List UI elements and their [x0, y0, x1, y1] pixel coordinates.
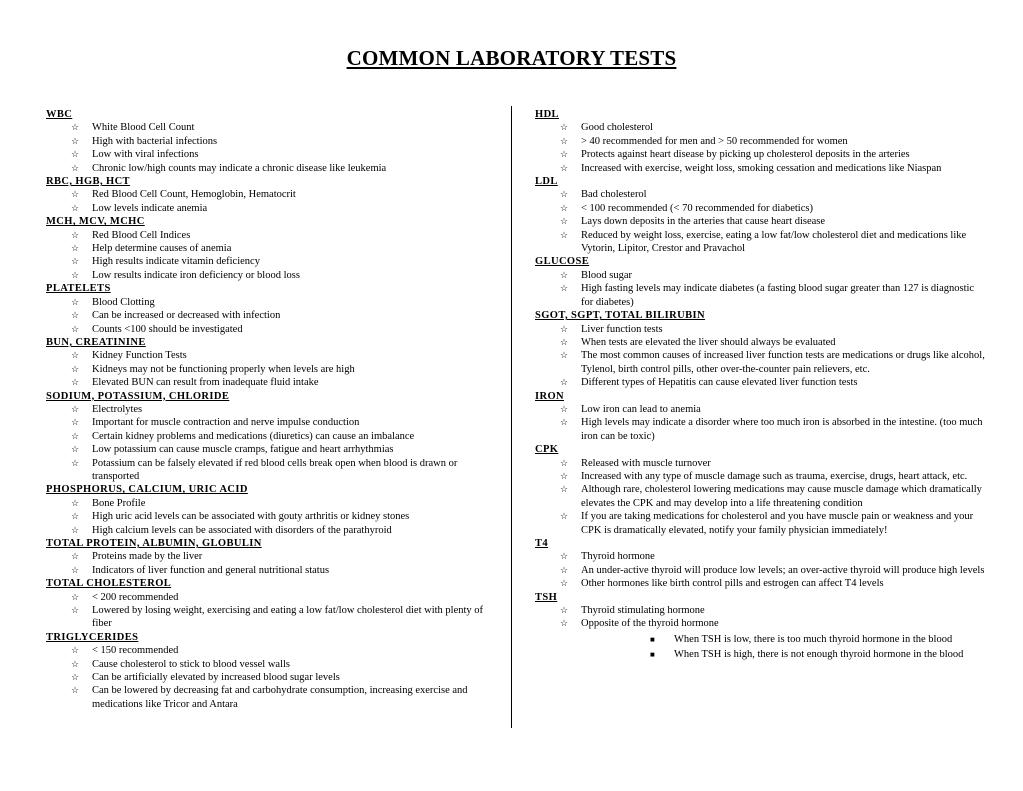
section-heading: RBC, HGB, HCT	[46, 176, 130, 188]
list-item-text: High fasting levels may indicate diabetes (a fasting blood sugar greater than 127 is diagnostic for diabetes)	[581, 283, 975, 308]
list-item-text: Lays down deposits in the arteries that cause heart disease	[581, 216, 826, 228]
star-outline-icon: ☆	[71, 403, 80, 414]
list-item	[46, 671, 496, 684]
section-heading: T4	[535, 538, 549, 549]
list-item-text: < 200 recommended	[92, 591, 179, 603]
list-item	[46, 658, 496, 671]
right-column	[535, 108, 985, 662]
star-outline-icon: ☆	[560, 269, 569, 280]
list-item-text: Reduced by weight loss, exercise, eating a low fat/low cholesterol diet and medications like Vytorin, Lipitor, Crestor and Pravachol	[581, 229, 967, 255]
star-outline-icon: ☆	[71, 672, 80, 683]
list-item-text: Proteins made by the liver	[92, 551, 203, 563]
star-outline-icon: ☆	[71, 645, 80, 656]
list-item	[535, 403, 985, 416]
star-outline-icon: ☆	[71, 457, 80, 468]
star-outline-icon: ☆	[71, 591, 80, 602]
star-outline-icon: ☆	[71, 417, 80, 428]
list-item-text: < 100 recommended (< 70 recommended for diabetics)	[581, 202, 813, 214]
list-item	[535, 577, 985, 590]
column-divider	[511, 106, 512, 728]
star-outline-icon: ☆	[560, 336, 569, 347]
list-item	[46, 296, 496, 309]
list-item	[46, 188, 496, 201]
list-item-text: Low with viral infections	[92, 149, 199, 161]
star-outline-icon: ☆	[71, 363, 80, 374]
star-outline-icon: ☆	[560, 202, 569, 213]
star-outline-icon: ☆	[560, 283, 569, 294]
star-outline-icon: ☆	[560, 484, 569, 495]
list-item	[46, 604, 496, 631]
list-item-text: High uric acid levels can be associated with gouty arthritis or kidney stones	[92, 511, 410, 523]
section-wbc	[46, 108, 496, 175]
star-outline-icon: ☆	[71, 202, 80, 213]
list-item-text: Help determine causes of anemia	[92, 243, 232, 255]
star-outline-icon: ☆	[71, 149, 80, 160]
list-item	[46, 684, 496, 711]
star-outline-icon: ☆	[71, 551, 80, 562]
star-outline-icon: ☆	[560, 122, 569, 133]
section-heading: IRON	[535, 390, 565, 402]
star-outline-icon: ☆	[560, 216, 569, 227]
star-outline-icon: ☆	[560, 457, 569, 468]
star-outline-icon: ☆	[560, 323, 569, 334]
section-heading: SGOT, SGPT, TOTAL BILIRUBIN	[535, 310, 706, 322]
list-item	[46, 309, 496, 322]
list-item-text: White Blood Cell Count	[92, 122, 195, 134]
list-item-text: Opposite of the thyroid hormone	[581, 618, 719, 630]
list-item-text: If you are taking medications for cholesterol and you have muscle pain or weakness and your CPK is dramatically elevated, notify your family physician immediately!	[581, 511, 974, 536]
list-item	[46, 255, 496, 268]
section-heading: MCH, MCV, MCHC	[46, 216, 145, 228]
star-outline-icon: ☆	[560, 551, 569, 562]
section-platelets	[46, 282, 496, 336]
star-outline-icon: ☆	[71, 269, 80, 280]
sub-list-item	[535, 648, 985, 661]
section-tsh	[535, 591, 985, 662]
section-t4	[535, 537, 985, 591]
list-item-text: Blood sugar	[581, 269, 633, 281]
section-heading: PLATELETS	[46, 283, 111, 295]
list-item-text: Kidneys may not be functioning properly when levels are high	[92, 363, 355, 375]
list-item-text: High with bacterial infections	[92, 135, 218, 147]
sub-list-item-text: When TSH is low, there is too much thyroid hormone in the blood	[674, 633, 953, 645]
list-item	[46, 497, 496, 510]
list-item	[46, 162, 496, 175]
section-glucose	[535, 255, 985, 309]
list-item-text: Elevated BUN can result from inadequate fluid intake	[92, 377, 319, 389]
list-item-text: Increased with any type of muscle damage such as trauma, exercise, drugs, heart attack, etc.	[581, 470, 968, 482]
star-outline-icon: ☆	[560, 605, 569, 616]
list-item	[535, 202, 985, 215]
star-outline-icon: ☆	[71, 229, 80, 240]
list-item-text: Certain kidney problems and medications (diuretics) can cause an imbalance	[92, 430, 415, 442]
list-item-text: An under-active thyroid will produce low levels; an over-active thyroid will produce high levels	[581, 564, 985, 576]
list-item-text: < 150 recommended	[92, 645, 179, 657]
list-item-text: Indicators of liver function and general nutritional status	[92, 564, 330, 576]
sub-list-item-text: When TSH is high, there is not enough thyroid hormone in the blood	[674, 649, 964, 661]
list-item-text: Electrolytes	[92, 403, 143, 415]
list-item	[535, 336, 985, 349]
star-outline-icon: ☆	[71, 296, 80, 307]
section-total-cholesterol	[46, 577, 496, 631]
list-item-text: Good cholesterol	[581, 122, 654, 134]
list-item	[46, 135, 496, 148]
list-item	[535, 470, 985, 483]
section-heading: CPK	[535, 444, 559, 456]
list-item	[46, 229, 496, 242]
list-item	[535, 323, 985, 336]
star-outline-icon: ☆	[560, 162, 569, 173]
list-item-text: > 40 recommended for men and > 50 recommended for women	[581, 135, 848, 147]
list-item-text: Liver function tests	[581, 323, 663, 335]
section-heading: BUN, CREATININE	[46, 336, 146, 348]
star-outline-icon: ☆	[71, 444, 80, 455]
star-outline-icon: ☆	[560, 564, 569, 575]
list-item-text: Increased with exercise, weight loss, smoking cessation and medications like Niaspan	[581, 162, 942, 174]
section-heading: SODIUM, POTASSIUM, CHLORIDE	[46, 390, 230, 402]
list-item	[46, 121, 496, 134]
section-bun-creatinine	[46, 336, 496, 390]
section-cpk	[535, 443, 985, 537]
list-item	[46, 430, 496, 443]
list-item	[46, 457, 496, 484]
page-title: COMMON LABORATORY TESTS	[346, 46, 677, 70]
section-heading: TRIGLYCERIDES	[46, 631, 139, 643]
star-outline-icon: ☆	[71, 430, 80, 441]
list-item-text: Kidney Function Tests	[92, 350, 187, 362]
star-outline-icon: ☆	[71, 189, 80, 200]
square-icon: ■	[650, 650, 655, 660]
list-item-text: High results indicate vitamin deficiency	[92, 256, 260, 268]
star-outline-icon: ☆	[560, 618, 569, 629]
star-outline-icon: ☆	[71, 243, 80, 254]
list-item	[46, 644, 496, 657]
list-item	[46, 242, 496, 255]
list-item	[535, 510, 985, 537]
list-item-text: Can be artificially elevated by increased blood sugar levels	[92, 672, 340, 684]
list-item-text: Different types of Hepatitis can cause elevated liver function tests	[581, 377, 858, 389]
section-rbc-hgb-hct	[46, 175, 496, 215]
section-heading: TSH	[535, 591, 558, 603]
section-mch-mcv-mchc	[46, 215, 496, 282]
star-outline-icon: ☆	[71, 605, 80, 616]
list-item	[535, 121, 985, 134]
star-outline-icon: ☆	[71, 564, 80, 575]
list-item-text: Red Blood Cell Indices	[92, 229, 191, 241]
star-outline-icon: ☆	[560, 229, 569, 240]
star-outline-icon: ☆	[71, 323, 80, 334]
section-heading: GLUCOSE	[535, 256, 590, 268]
list-item	[535, 376, 985, 389]
list-item	[535, 229, 985, 256]
star-outline-icon: ☆	[560, 149, 569, 160]
list-item	[46, 550, 496, 563]
list-item	[46, 202, 496, 215]
star-outline-icon: ☆	[71, 162, 80, 173]
list-item-text: Counts <100 should be investigated	[92, 323, 243, 335]
list-item	[46, 564, 496, 577]
section-phosphorus-calcium-uric-acid	[46, 483, 496, 537]
star-outline-icon: ☆	[71, 377, 80, 388]
list-item-text: Blood Clotting	[92, 296, 155, 308]
section-iron	[535, 390, 985, 444]
list-item	[46, 323, 496, 336]
list-item-text: Cause cholesterol to stick to blood vessel walls	[92, 658, 291, 670]
list-item	[535, 564, 985, 577]
list-item-text: Thyroid stimulating hormone	[581, 605, 705, 617]
star-outline-icon: ☆	[71, 511, 80, 522]
list-item	[46, 269, 496, 282]
list-item	[535, 550, 985, 563]
section-heading: LDL	[535, 176, 558, 188]
list-item-text: Thyroid hormone	[581, 551, 655, 563]
list-item	[535, 148, 985, 161]
list-item-text: Bone Profile	[92, 497, 146, 509]
list-item-text: Can be lowered by decreasing fat and carbohydrate consumption, increasing exercise and medications like Tricor and Antara	[92, 685, 468, 710]
list-item-text: Lowered by losing weight, exercising and eating a low fat/low cholesterol diet with plenty of fiber	[92, 605, 484, 630]
list-item-text: The most common causes of increased liver function tests are medications or drugs like alcohol, Tylenol, birth control pills, other over-the-counter pain relievers, etc.	[581, 350, 985, 375]
list-item	[46, 443, 496, 456]
star-outline-icon: ☆	[560, 578, 569, 589]
star-outline-icon: ☆	[560, 377, 569, 388]
star-outline-icon: ☆	[560, 403, 569, 414]
star-outline-icon: ☆	[560, 189, 569, 200]
list-item-text: When tests are elevated the liver should always be evaluated	[581, 336, 836, 348]
star-outline-icon: ☆	[560, 135, 569, 146]
list-item	[46, 591, 496, 604]
star-outline-icon: ☆	[560, 417, 569, 428]
list-item	[46, 403, 496, 416]
list-item	[535, 215, 985, 228]
section-total-protein-albumin-globulin	[46, 537, 496, 577]
star-outline-icon: ☆	[71, 135, 80, 146]
list-item-text: Can be increased or decreased with infection	[92, 310, 281, 322]
list-item	[46, 510, 496, 523]
section-sodium-potassium-chloride	[46, 390, 496, 484]
list-item	[535, 617, 985, 630]
star-outline-icon: ☆	[71, 524, 80, 535]
list-item-text: Although rare, cholesterol lowering medications may cause muscle damage which dramatically elevates the CPK and may develop into a life threatening condition	[581, 484, 982, 509]
section-hdl	[535, 108, 985, 175]
list-item	[535, 349, 985, 376]
star-outline-icon: ☆	[71, 658, 80, 669]
star-outline-icon: ☆	[71, 310, 80, 321]
list-item	[535, 457, 985, 470]
sub-list-item	[535, 633, 985, 646]
list-item-text: Bad cholesterol	[581, 189, 647, 201]
list-item-text: Potassium can be falsely elevated if red blood cells break open when blood is drawn or transported	[92, 457, 458, 482]
star-outline-icon: ☆	[560, 350, 569, 361]
section-heading: HDL	[535, 109, 559, 120]
left-column	[46, 108, 496, 711]
list-item	[46, 416, 496, 429]
list-item-text: Other hormones like birth control pills and estrogen can affect T4 levels	[581, 578, 884, 590]
list-item	[535, 282, 985, 309]
list-item-text: Low levels indicate anemia	[92, 202, 208, 214]
star-outline-icon: ☆	[71, 256, 80, 267]
list-item	[535, 604, 985, 617]
list-item	[535, 135, 985, 148]
section-sgot-sgpt-total-bilirubin	[535, 309, 985, 389]
star-outline-icon: ☆	[560, 511, 569, 522]
section-heading: TOTAL CHOLESTEROL	[46, 578, 172, 590]
section-heading: TOTAL PROTEIN, ALBUMIN, GLOBULIN	[46, 538, 262, 549]
list-item	[46, 376, 496, 389]
star-outline-icon: ☆	[71, 350, 80, 361]
list-item-text: High calcium levels can be associated with disorders of the parathyroid	[92, 524, 392, 536]
section-triglycerides	[46, 631, 496, 711]
list-item	[535, 269, 985, 282]
square-icon: ■	[650, 634, 655, 644]
list-item-text: Chronic low/high counts may indicate a chronic disease like leukemia	[92, 162, 387, 174]
list-item	[535, 188, 985, 201]
list-item-text: Low iron can lead to anemia	[581, 403, 701, 415]
star-outline-icon: ☆	[71, 122, 80, 133]
section-heading: WBC	[46, 109, 73, 120]
list-item-text: Low potassium can cause muscle cramps, fatigue and heart arrhythmias	[92, 444, 394, 456]
star-outline-icon: ☆	[560, 470, 569, 481]
list-item-text: Low results indicate iron deficiency or blood loss	[92, 269, 300, 281]
star-outline-icon: ☆	[71, 497, 80, 508]
list-item	[46, 524, 496, 537]
list-item	[535, 416, 985, 443]
list-item-text: Important for muscle contraction and nerve impulse conduction	[92, 417, 360, 429]
section-heading: PHOSPHORUS, CALCIUM, URIC ACID	[46, 484, 248, 496]
list-item	[535, 162, 985, 175]
list-item-text: High levels may indicate a disorder where too much iron is absorbed in the intestine. (too much iron can be toxic)	[581, 417, 983, 442]
section-ldl	[535, 175, 985, 255]
star-outline-icon: ☆	[71, 685, 80, 696]
list-item-text: Protects against heart disease by picking up cholesterol deposits in the arteries	[581, 149, 910, 161]
list-item-text: Released with muscle turnover	[581, 457, 711, 469]
list-item	[46, 148, 496, 161]
list-item-text: Red Blood Cell Count, Hemoglobin, Hematocrit	[92, 189, 296, 201]
list-item	[46, 363, 496, 376]
list-item	[535, 483, 985, 510]
list-item	[46, 349, 496, 362]
